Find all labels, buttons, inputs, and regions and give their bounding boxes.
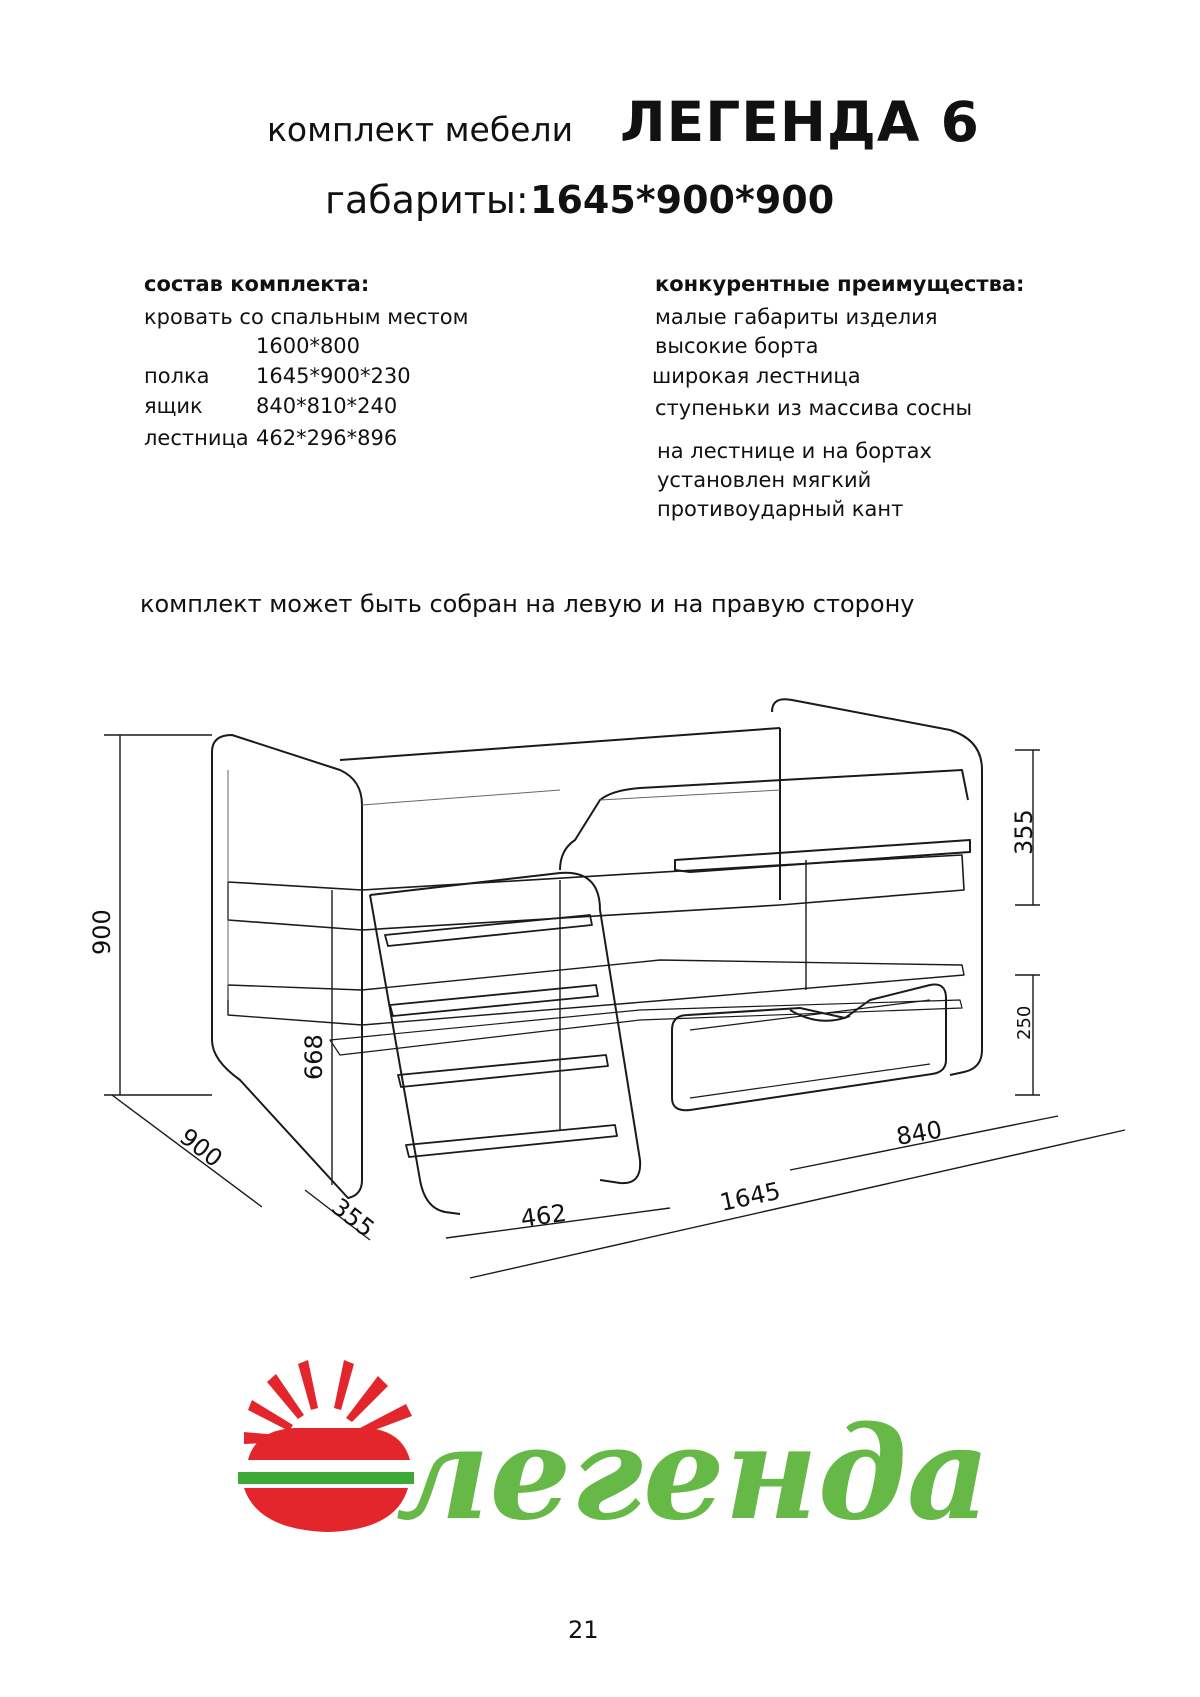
- product-title: ЛЕГЕНДА 6: [620, 90, 980, 154]
- composition-item-size: 1600*800: [256, 334, 361, 358]
- composition-item-name: кровать со спальным местом: [144, 305, 469, 329]
- upper-shelf: [675, 840, 970, 872]
- dim-label-depth: 900: [174, 1122, 228, 1173]
- dim-label-ladder-width: 462: [518, 1198, 569, 1233]
- advantage-line: малые габариты изделия: [655, 305, 938, 329]
- advantage-line: противоударный кант: [657, 497, 904, 521]
- composition-item-size: 462*296*896: [256, 426, 398, 450]
- advantage-line: широкая лестница: [652, 364, 861, 388]
- logo-text: легенда: [396, 1399, 990, 1549]
- dim-label-drawer-height: 250: [1014, 1005, 1035, 1040]
- advantage-line: установлен мягкий: [657, 468, 872, 492]
- lower-platform: [228, 960, 964, 1025]
- drawer-inner: [690, 1000, 930, 1098]
- sun-icon: [244, 1360, 412, 1460]
- dim-label-upper-shelf: 355: [1010, 809, 1038, 855]
- left-side-panel: [212, 735, 362, 1198]
- bed-frame: [228, 855, 964, 930]
- advantage-line: на лестнице и на бортах: [657, 439, 932, 463]
- dim-label-offset: 355: [326, 1192, 380, 1243]
- composition-item-size: 840*810*240: [256, 394, 398, 418]
- dim-label-ladder-height: 668: [300, 1034, 328, 1080]
- composition-item-name: лестница: [144, 426, 249, 450]
- front-rail: [560, 770, 968, 870]
- dimensions-label: габариты:: [325, 178, 529, 222]
- ground-stripe: [238, 1472, 414, 1484]
- dimensions-value: 1645*900*900: [530, 178, 835, 222]
- dim-line-height: [104, 735, 212, 1095]
- assembly-note: комплект может быть собран на левую и на правую сторону: [140, 590, 915, 618]
- advantages-heading: конкурентные преимущества:: [655, 272, 1025, 296]
- composition-item-name: полка: [144, 364, 210, 388]
- legenda-logo: [236, 1360, 990, 1549]
- advantage-line: высокие борта: [655, 334, 819, 358]
- dim-label-drawer-width: 840: [894, 1115, 945, 1151]
- sun-bowl: [244, 1488, 408, 1532]
- right-side-panel: [772, 699, 982, 1075]
- composition-item-size: 1645*900*230: [256, 364, 411, 388]
- ladder-stringer: [370, 873, 640, 1183]
- dim-label-length: 1645: [717, 1176, 783, 1217]
- composition-heading: состав комплекта:: [144, 272, 370, 296]
- dim-label-height: 900: [88, 909, 116, 955]
- back-panel: [340, 728, 780, 900]
- composition-item-name: ящик: [144, 394, 203, 418]
- title-prefix: комплект мебели: [267, 110, 574, 149]
- advantage-line: ступеньки из массива сосны: [655, 396, 973, 420]
- bed-frame-inner: [362, 860, 806, 1130]
- dim-line-length: [470, 1130, 1125, 1278]
- page-number: 21: [568, 1616, 599, 1644]
